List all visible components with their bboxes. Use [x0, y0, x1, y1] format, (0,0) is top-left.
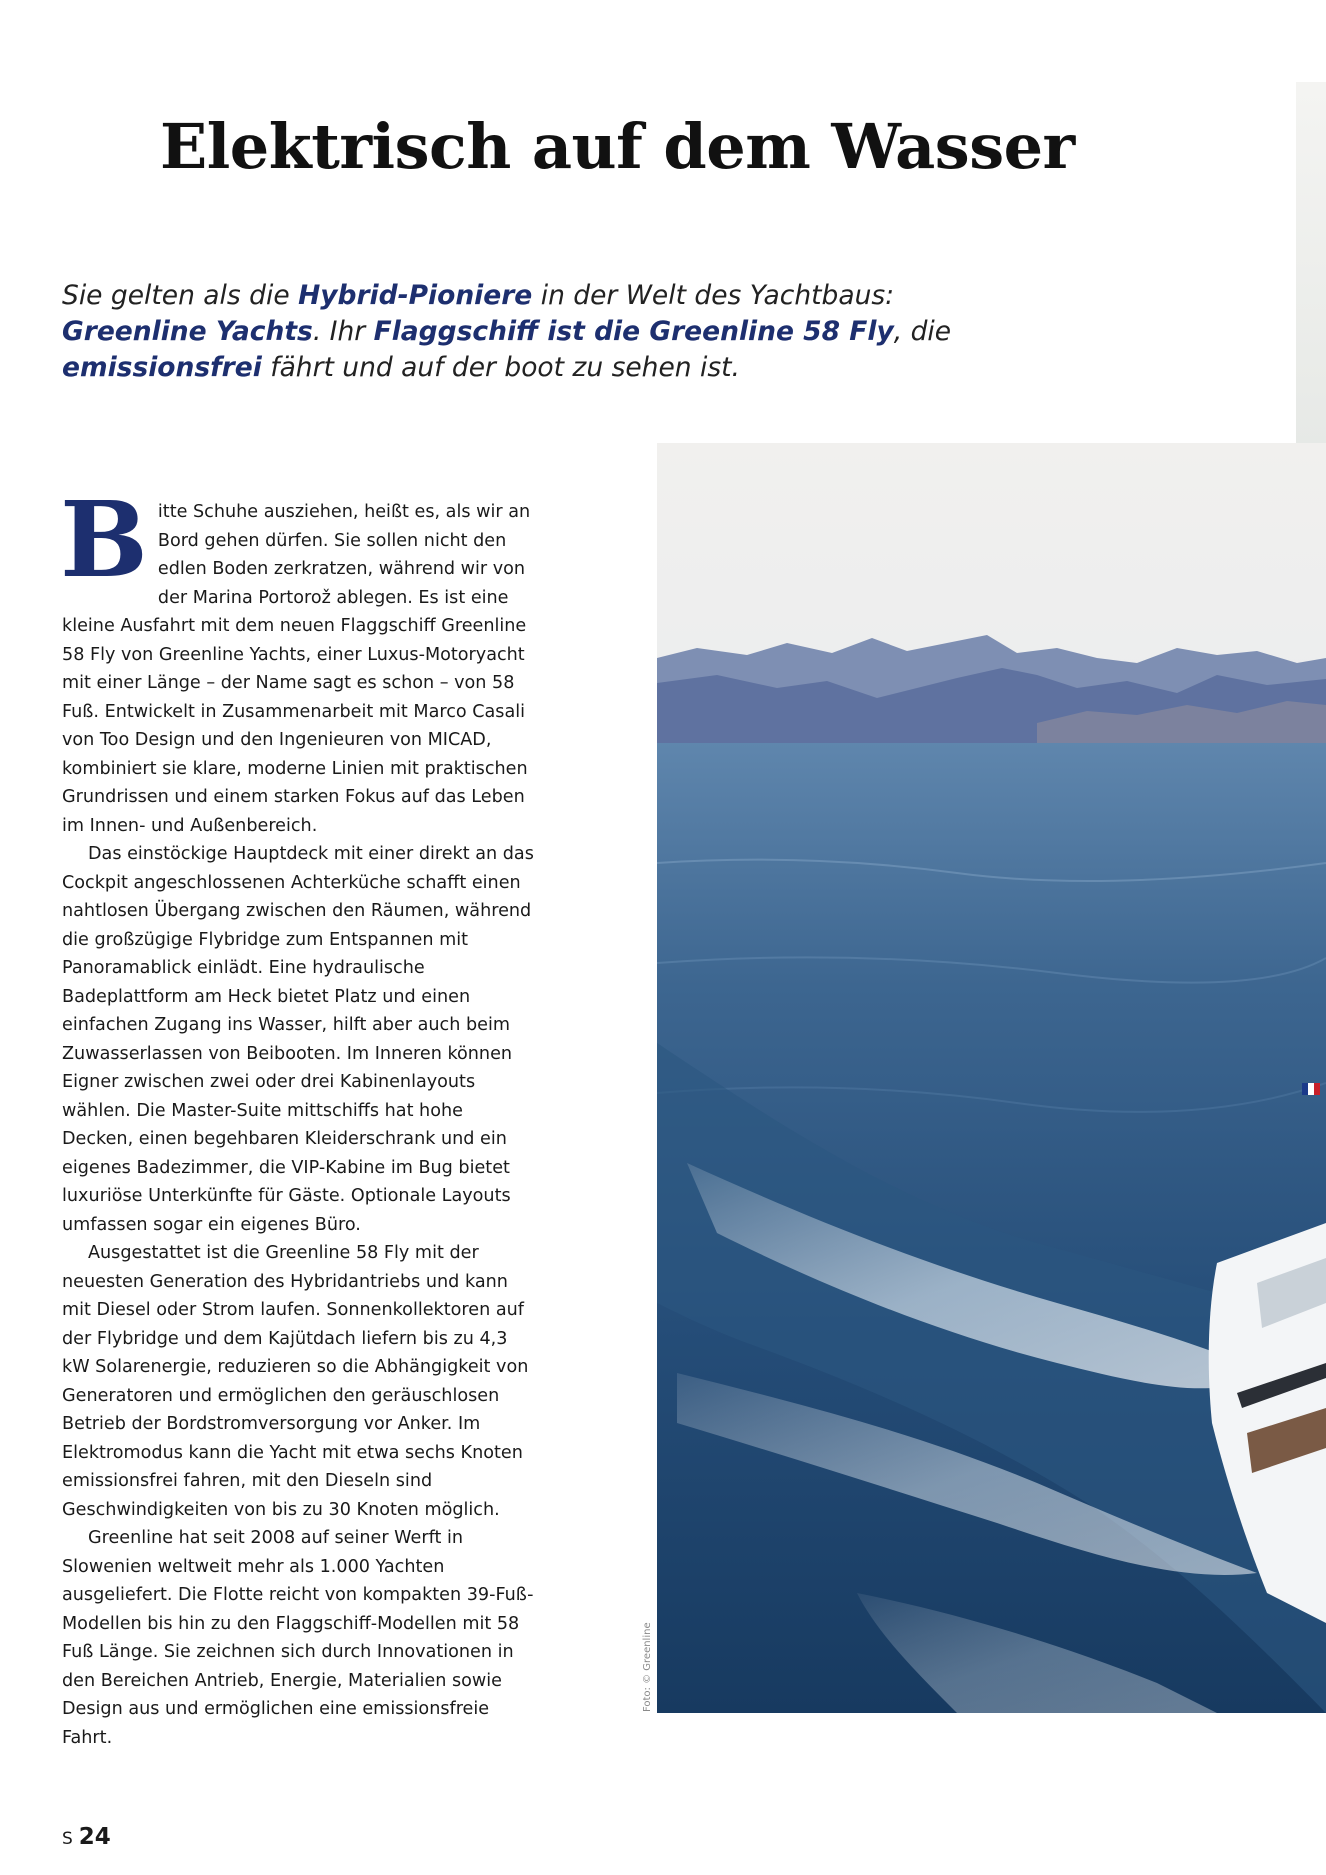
- lead-highlight: Flaggschiff ist die Greenline 58 Fly: [373, 316, 894, 347]
- lead-text: in der Welt des Yachtbaus:: [532, 280, 895, 311]
- lead-text: . Ihr: [312, 316, 374, 347]
- page-prefix: S: [62, 1829, 73, 1849]
- paragraph-3: Ausgestattet ist die Greenline 58 Fly mit der neuesten Generation des Hybridantriebs und kann mit Diesel oder Strom laufen. Sonnenkollektoren auf der Flybridge und dem Kajütdach liefern bis zu 4,3 kW Solarenergie, reduzieren so die Abhängigkeit von Generatoren und ermöglichen den geräuschlosen Betrieb der Bordstromversorgung vor Anker. Im Elektromodus kann die Yacht mit etwa sechs Knoten emissionsfrei fahren, mit den Dieseln sind Geschwindigkeiten von bis zu 30 Knoten möglich.: [62, 1243, 529, 1520]
- paragraph-2: Das einstöckige Hauptdeck mit einer direkt an das Cockpit angeschlossenen Achterküche schafft einen nahtlosen Übergang zwischen den Räumen, während die großzügige Flybridge zum Entspannen mit Panoramablick einlädt. Eine hydraulische Badeplattform am Heck bietet Platz und einen einfachen Zugang ins Wasser, hilft aber auch beim Zuwasserlassen von Beibooten. Im Inneren können Eigner zwischen zwei oder drei Kabinenlayouts wählen. Die Master-Suite mittschiffs hat hohe Decken, einen begehbaren Kleiderschrank und ein eigenes Badezimmer, die VIP-Kabine im Bug bietet luxuriöse Unterkünfte für Gäste. Optionale Layouts umfassen sogar ein eigenes Büro.: [62, 844, 534, 1235]
- paragraph-1-text: itte Schuhe ausziehen, heißt es, als wir an Bord gehen dürfen. Sie sollen nicht den edlen Boden zerkratzen, während wir von der Marina Portorož ablegen. Es ist eine kleine Ausfahrt mit dem neuen Flaggschiff Greenline 58 Fly von Greenline Yachts, einer Luxus-Motoryacht mit einer Länge – der Name sagt es schon – von 58 Fuß. Entwickelt in Zusammenarbeit mit Marco Casali von Too Design und den Ingenieuren von MICAD, kombiniert sie klare, moderne Linien mit praktischen Grundrissen und einem starken Fokus auf das Leben im Innen- und Außenbereich.: [62, 502, 531, 836]
- lead-text: , die: [893, 316, 952, 347]
- photo-credit: Foto: © Greenline: [642, 1622, 653, 1712]
- lead-text: Sie gelten als die: [62, 280, 299, 311]
- paragraph-1: [60, 478, 534, 840]
- page-number-value: 24: [78, 1824, 111, 1850]
- article-title: Elektrisch auf dem Wasser: [160, 110, 1075, 183]
- photo-illustration: [657, 443, 1326, 1713]
- article-lead: [62, 278, 962, 386]
- lead-highlight: emissionsfrei: [62, 352, 262, 383]
- page-number: [62, 1824, 111, 1850]
- yacht-sea-photo: [657, 443, 1326, 1713]
- lead-text: fährt und auf der boot zu sehen ist.: [261, 352, 740, 383]
- drop-cap: B: [60, 478, 148, 601]
- paragraph-4: Greenline hat seit 2008 auf seiner Werft in Slowenien weltweit mehr als 1.000 Yachten ausgeliefert. Die Flotte reicht von kompakten 39-Fuß-Modellen bis hin zu den Flaggschiff-Modellen mit 58 Fuß Länge. Sie zeichnen sich durch Innovationen in den Bereichen Antrieb, Energie, Materialien sowie Design aus und ermöglichen eine emissionsfreie Fahrt.: [62, 1528, 534, 1748]
- lead-highlight: Greenline Yachts: [62, 316, 313, 347]
- article-body: [60, 478, 534, 1752]
- lead-highlight: Hybrid-Pioniere: [298, 280, 533, 311]
